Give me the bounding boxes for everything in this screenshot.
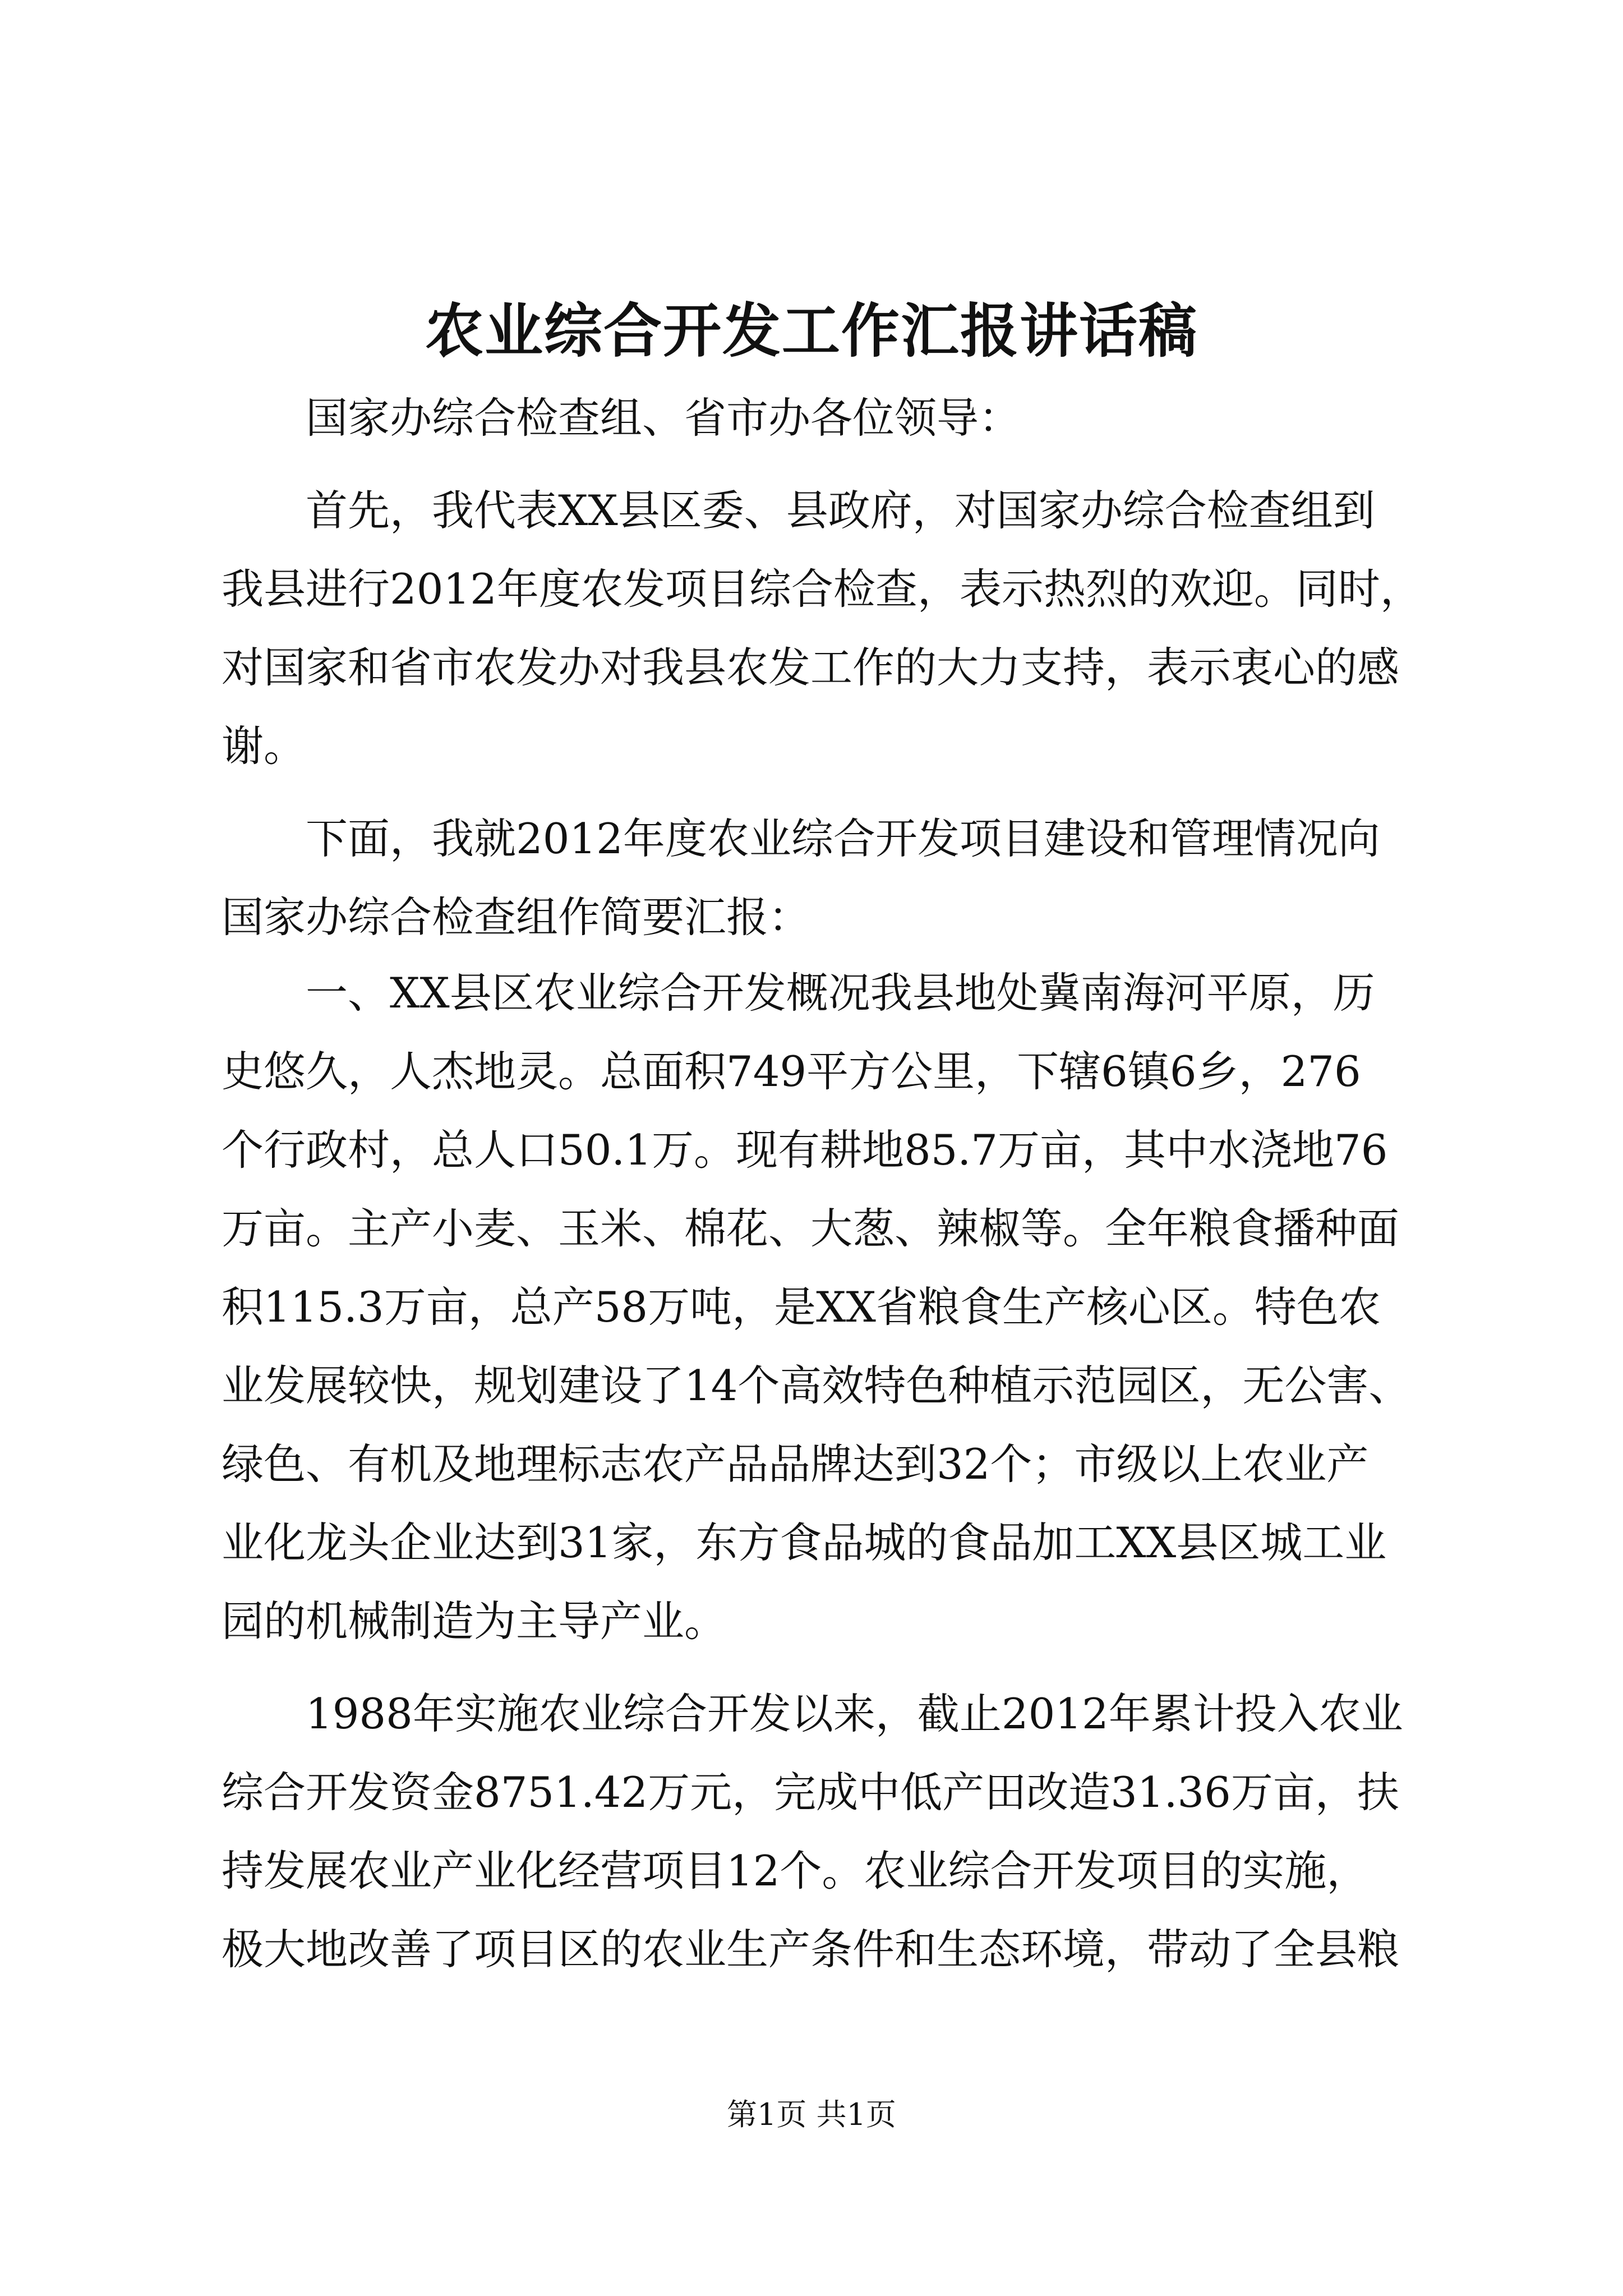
paragraph-line: 首先，我代表XX县区委、县政府，对国家办综合检查组到 bbox=[306, 486, 1375, 535]
paragraph-line: 业发展较快，规划建设了14个高效特色种植示范园区，无公害、 bbox=[222, 1361, 1411, 1410]
paragraph-line: 下面，我就2012年度农业综合开发项目建设和管理情况向 bbox=[306, 814, 1380, 863]
paragraph-line: 对国家和省市农发办对我县农发工作的大力支持，表示衷心的感 bbox=[222, 643, 1400, 692]
paragraph-line: 园的机械制造为主导产业。 bbox=[222, 1596, 727, 1646]
paragraph-line: 谢。 bbox=[222, 721, 306, 771]
paragraph-line: 一、XX县区农业综合开发概况我县地处冀南海河平原，历 bbox=[306, 968, 1375, 1018]
paragraph-line: 我县进行2012年度农发项目综合检查，表示热烈的欢迎。同时， bbox=[222, 564, 1422, 614]
paragraph-line: 个行政村，总人口50.1万。现有耕地85.7万亩，其中水浇地76 bbox=[222, 1125, 1388, 1175]
paragraph-line: 绿色、有机及地理标志农产品品牌达到32个；市级以上农业产 bbox=[222, 1439, 1369, 1489]
salutation-line: 国家办综合检查组、省市办各位领导： bbox=[306, 393, 1021, 443]
paragraph-line: 万亩。主产小麦、玉米、棉花、大葱、辣椒等。全年粮食播种面 bbox=[222, 1204, 1400, 1253]
paragraph-line: 极大地改善了项目区的农业生产条件和生态环境，带动了全县粮 bbox=[222, 1925, 1400, 1974]
paragraph-line: 综合开发资金8751.42万元，完成中低产田改造31.36万亩，扶 bbox=[222, 1768, 1399, 1817]
page-number-footer: 第1页 共1页 bbox=[727, 2097, 896, 2132]
page-title: 农业综合开发工作汇报讲话稿 bbox=[425, 296, 1198, 365]
paragraph-line: 史悠久，人杰地灵。总面积749平方公里，下辖6镇6乡，276 bbox=[222, 1047, 1361, 1096]
paragraph-line: 国家办综合检查组作简要汇报： bbox=[222, 892, 811, 942]
paragraph-line: 1988年实施农业综合开发以来，截止2012年累计投入农业 bbox=[306, 1689, 1403, 1738]
paragraph-line: 持发展农业产业化经营项目12个。农业综合开发项目的实施， bbox=[222, 1846, 1369, 1895]
paragraph-line: 业化龙头企业达到31家，东方食品城的食品加工XX县区城工业 bbox=[222, 1518, 1387, 1567]
paragraph-line: 积115.3万亩，总产58万吨，是XX省粮食生产核心区。特色农 bbox=[222, 1282, 1381, 1332]
